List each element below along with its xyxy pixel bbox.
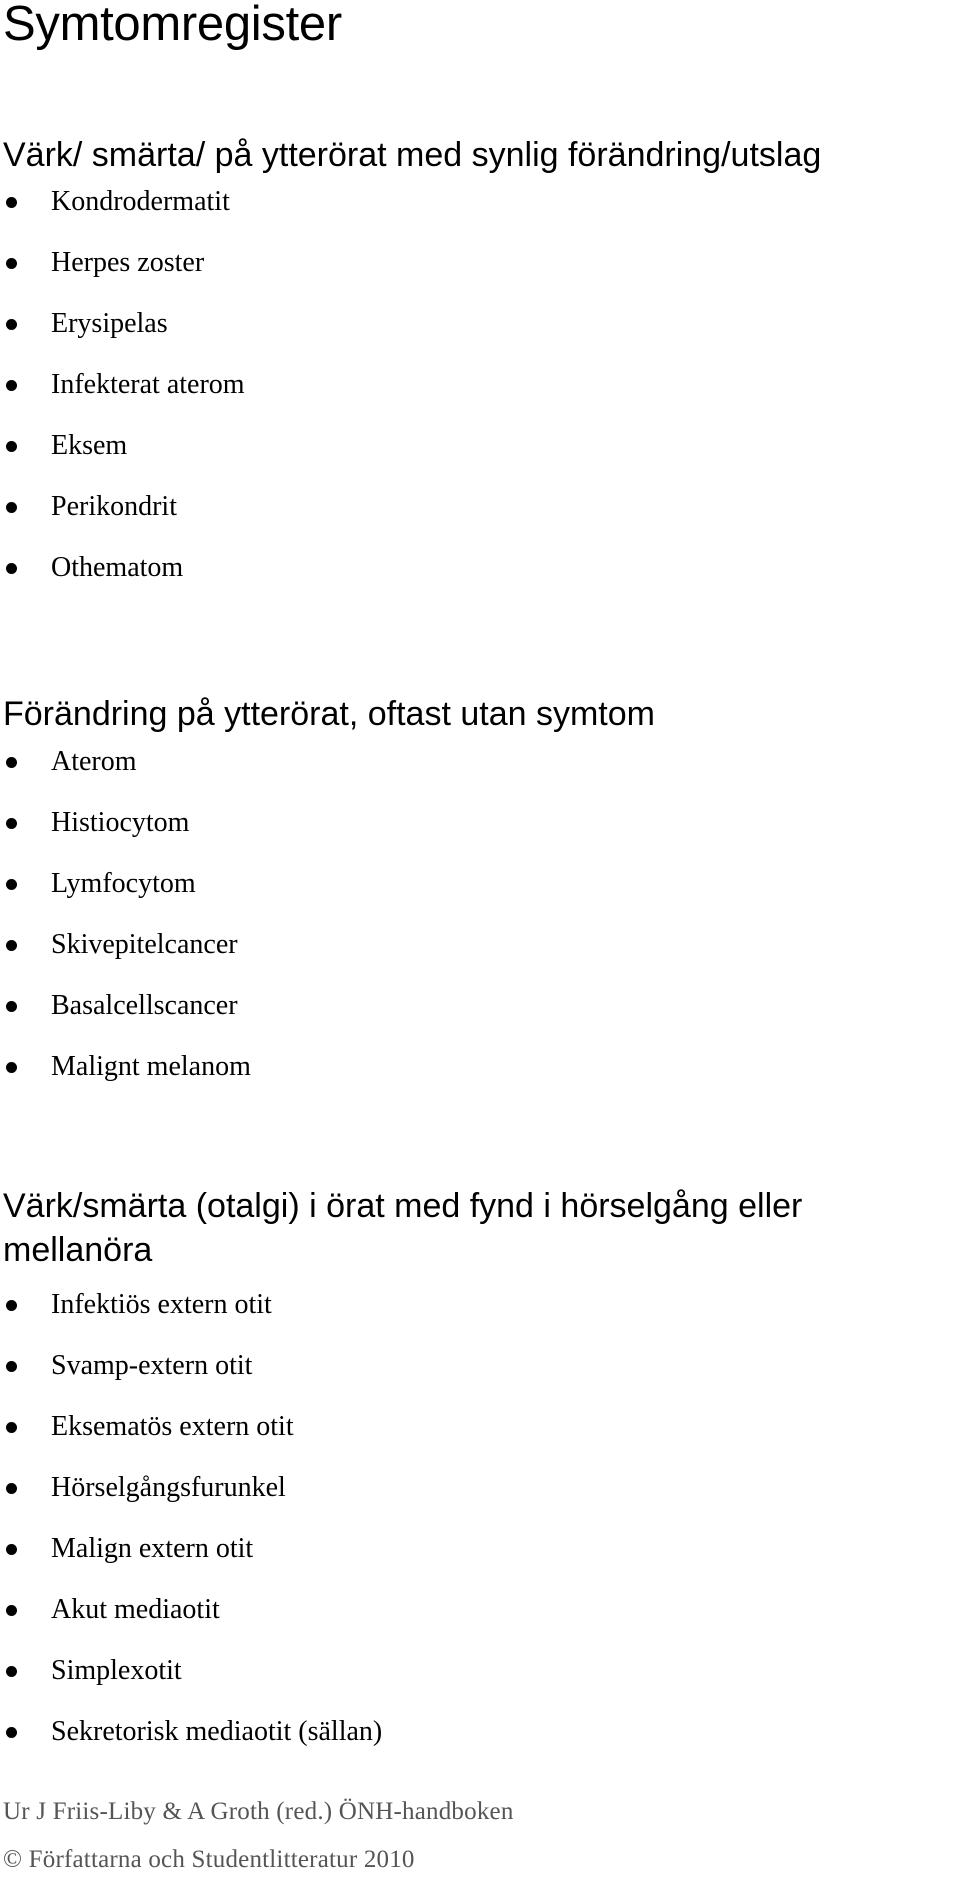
bullet-icon	[6, 1666, 17, 1677]
bullet-icon	[6, 258, 17, 269]
bullet-icon	[6, 380, 17, 391]
list-item-label: Kondrodermatit	[51, 186, 230, 217]
list-item	[0, 1286, 382, 1347]
list-item	[0, 1408, 382, 1469]
bullet-icon	[6, 757, 17, 768]
bullet-icon	[6, 818, 17, 829]
list-item	[0, 743, 251, 804]
bullet-icon	[6, 197, 17, 208]
section-heading: Värk/ smärta/ på ytterörat med synlig förändring/utslag	[3, 136, 822, 174]
copyright-notice: © Författarna och Studentlitteratur 2010	[3, 1846, 415, 1873]
list-item-label: Herpes zoster	[51, 247, 205, 278]
list-item-label: Aterom	[51, 746, 137, 777]
bullet-icon	[6, 1544, 17, 1555]
list-item-label: Sekretorisk mediaotit (sällan)	[51, 1716, 383, 1747]
list-item-label: Basalcellscancer	[51, 990, 238, 1021]
bullet-icon	[6, 1605, 17, 1616]
list-item	[0, 1591, 382, 1652]
list-item-label: Histiocytom	[51, 807, 190, 838]
list-item	[0, 1469, 382, 1530]
list-item-label: Perikondrit	[51, 491, 177, 522]
list-item	[0, 183, 245, 244]
bullet-icon	[6, 1361, 17, 1372]
source-citation: Ur J Friis-Liby & A Groth (red.) ÖNH-handboken	[3, 1798, 514, 1825]
list-item	[0, 804, 251, 865]
bullet-icon	[6, 940, 17, 951]
list-item	[0, 427, 245, 488]
list-item	[0, 244, 245, 305]
list-item	[0, 305, 245, 366]
list-item	[0, 1652, 382, 1713]
list-item-label: Infektiös extern otit	[51, 1289, 272, 1320]
list-item-label: Erysipelas	[51, 308, 168, 339]
list-item-label: Svamp-extern otit	[51, 1350, 253, 1381]
list-item-label: Hörselgångsfurunkel	[51, 1472, 286, 1503]
list-item	[0, 1530, 382, 1591]
list-item-label: Skivepitelcancer	[51, 929, 238, 960]
bullet-icon	[6, 563, 17, 574]
section-heading: Värk/smärta (otalgi) i örat med fynd i hörselgång eller mellanöra	[3, 1187, 803, 1269]
bullet-icon	[6, 441, 17, 452]
list-item	[0, 1048, 251, 1109]
list-item-label: Malignt melanom	[51, 1051, 251, 1082]
list-item-label: Eksem	[51, 430, 128, 461]
list-item	[0, 366, 245, 427]
list-item-label: Eksematös extern otit	[51, 1411, 294, 1442]
symptom-list	[0, 743, 251, 1109]
list-item	[0, 488, 245, 549]
list-item	[0, 987, 251, 1048]
symptom-list	[0, 1286, 382, 1774]
list-item	[0, 1713, 382, 1774]
list-item-label: Akut mediaotit	[51, 1594, 220, 1625]
list-item	[0, 1347, 382, 1408]
bullet-icon	[6, 879, 17, 890]
bullet-icon	[6, 1483, 17, 1494]
bullet-icon	[6, 1422, 17, 1433]
list-item-label: Malign extern otit	[51, 1533, 254, 1564]
list-item	[0, 549, 245, 610]
bullet-icon	[6, 502, 17, 513]
list-item-label: Simplexotit	[51, 1655, 182, 1686]
list-item	[0, 865, 251, 926]
bullet-icon	[6, 1062, 17, 1073]
bullet-icon	[6, 1001, 17, 1012]
page-title: Symtomregister	[3, 0, 342, 51]
list-item-label: Infekterat aterom	[51, 369, 245, 400]
bullet-icon	[6, 1300, 17, 1311]
bullet-icon	[6, 1727, 17, 1738]
bullet-icon	[6, 319, 17, 330]
section-heading: Förändring på ytterörat, oftast utan symtom	[3, 695, 655, 733]
list-item-label: Othematom	[51, 552, 184, 583]
list-item	[0, 926, 251, 987]
list-item-label: Lymfocytom	[51, 868, 196, 899]
symptom-list	[0, 183, 245, 610]
